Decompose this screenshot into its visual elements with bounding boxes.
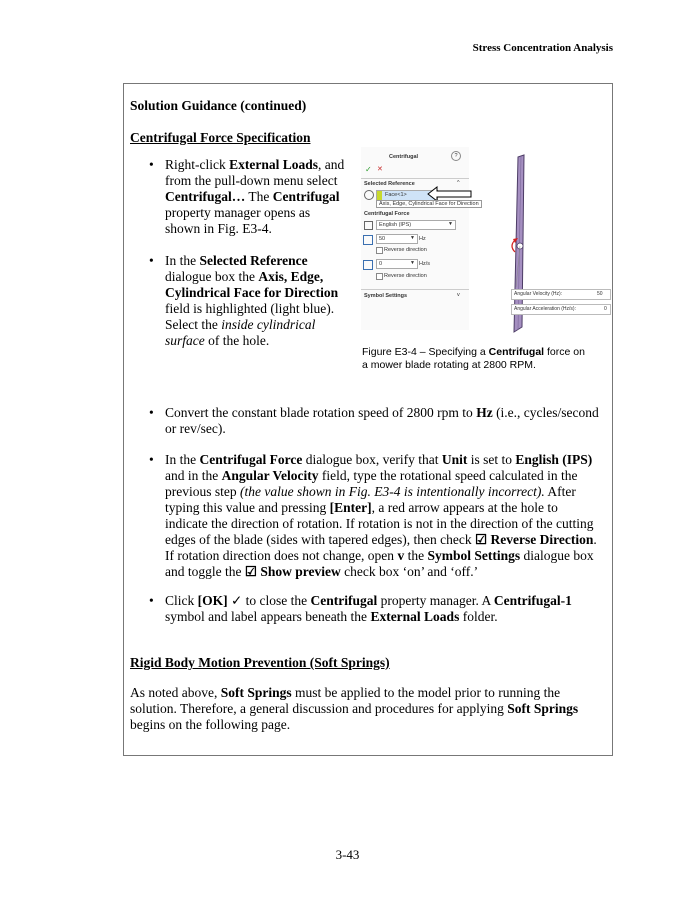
collapse-chevron-icon[interactable]: ^ <box>457 180 460 186</box>
bullet-2: • In the Selected Reference dialogue box the Axis, Edge, Cylindrical Face for Direction field is highlighted (light blue). Select the inside cylindrical surface of the hole. <box>149 253 339 348</box>
expand-chevron-icon[interactable]: v <box>457 292 460 298</box>
angular-velocity-input[interactable]: 50 ▼ <box>376 234 418 244</box>
acceleration-unit: Hz/s <box>419 261 430 267</box>
bullet-dot: • <box>149 593 154 608</box>
figure-caption: Figure E3-4 – Specifying a Centrifugal force on a mower blade rotating at 2800 RPM. <box>362 346 585 371</box>
soft-springs-paragraph: As noted above, Soft Springs must be applied to the model prior to running the solution. Therefore, a general discussion and procedures for applying Soft Springs begins on the following page. <box>130 685 579 732</box>
centrifugal-force-label: Centrifugal Force <box>364 211 410 217</box>
dropdown-arrow-icon: ▼ <box>410 260 415 266</box>
dropdown-arrow-icon: ▼ <box>410 235 415 241</box>
pm-title: Centrifugal <box>389 154 419 160</box>
symbol-settings-label: Symbol Settings <box>364 293 408 299</box>
angular-velocity-icon <box>363 235 373 245</box>
ok-check-icon[interactable]: ✓ <box>365 165 372 174</box>
bullet-1: • Right-click External Loads, and from the pull-down menu select Centrifugal… The Centrifugal property manager opens as shown in Fig. E3-4. <box>149 157 345 236</box>
solution-guidance-box <box>123 83 613 756</box>
face-item: Face<1> <box>385 192 407 198</box>
running-header: Stress Concentration Analysis <box>472 42 613 54</box>
section-heading-centrifugal: Centrifugal Force Specification <box>130 130 311 145</box>
unit-icon <box>364 221 373 230</box>
velocity-unit: Hz <box>419 236 426 242</box>
mower-blade-view <box>476 147 611 347</box>
page-number: 3-43 <box>335 847 360 862</box>
section-heading-soft-springs: Rigid Body Motion Prevention (Soft Springs) <box>130 655 390 670</box>
bullet-dot: • <box>149 452 154 467</box>
reverse-direction-label-2: Reverse direction <box>384 273 427 279</box>
selected-reference-label: Selected Reference <box>364 181 415 187</box>
unit-select[interactable]: English (IPS) ▼ <box>376 220 456 230</box>
direction-tooltip: Axis, Edge, Cylindrical Face for Direction <box>376 200 482 208</box>
bullet-3: • Convert the constant blade rotation speed of 2800 rpm to Hz (i.e., cycles/second or rev/sec). <box>149 405 599 436</box>
angular-velocity-readout: Angular Velocity (Hz): 50 <box>511 289 611 300</box>
bullet-dot: • <box>149 405 154 420</box>
bullet-4: • In the Centrifugal Force dialogue box, verify that Unit is set to English (IPS) and in the Angular Velocity field, type the rotational speed calculated in the previous step (the value shown in Fig. E3-4 is intentionally incorrect). After typing this value and pressing [Enter], a red arrow appears at the hole to indicate the direction of rotation. If rotation is not in the direction of the cutting edges of the blade (sides with tapered edges), then check ☑ Reverse Direction. If rotation direction does not change, open v the Symbol Settings dialogue box and toggle the ☑ Show preview check box ‘on’ and ‘off.’ <box>149 452 597 579</box>
cancel-x-icon[interactable]: ✕ <box>377 166 383 173</box>
cylindrical-face-icon <box>364 190 374 200</box>
help-icon[interactable]: ? <box>451 151 461 161</box>
angular-acceleration-readout: Angular Acceleration (Hz/s): 0 <box>511 304 611 315</box>
bullet-dot: • <box>149 157 154 172</box>
face-color-swatch <box>377 191 382 200</box>
reverse-direction-checkbox-2[interactable] <box>376 273 383 280</box>
bullet-dot: • <box>149 253 154 268</box>
reverse-direction-checkbox-1[interactable] <box>376 247 383 254</box>
centrifugal-property-manager <box>361 147 479 330</box>
angular-acceleration-input[interactable]: 0 ▼ <box>376 259 418 269</box>
reverse-direction-label-1: Reverse direction <box>384 247 427 253</box>
bullet-5: • Click [OK] ✓ to close the Centrifugal property manager. A Centrifugal-1 symbol and label appears beneath the External Loads folder. <box>149 593 572 624</box>
angular-acceleration-icon <box>363 260 373 270</box>
dropdown-arrow-icon: ▼ <box>448 221 453 227</box>
box-title: Solution Guidance (continued) <box>130 98 307 113</box>
